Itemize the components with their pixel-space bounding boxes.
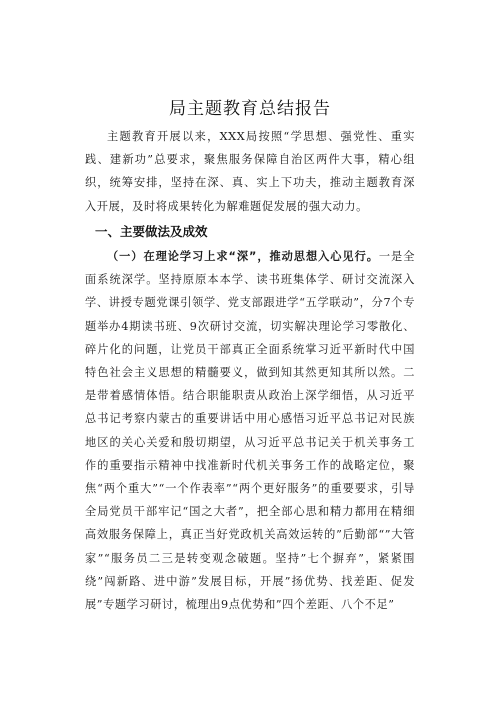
section-heading: 一、主要做法及成效 xyxy=(95,224,208,239)
paragraph-body: 一是全面系统深学。坚持原原本本学、读书班集体学、研讨交流深入学、讲授专题党课引领学、党支部跟进学“五学联动”，分7个专题举办4期读书班、9次研讨交流，切实解决理论学习零散化、碎片化的问题，让党员干部真正全面系统掌习近平新时代中国特色社会主义思想的精髓要义，做到知其然更知其所以然。二是带着感情体悟。结合职能职责从政治上深学细悟，从习近平总书记考察内蒙古的重要讲话中用心感悟习近平总书记对民族地区的关心关爱和殷切期望，从习近平总书记关于机关事务工作的重要指示精神中找准新时代机关事务工作的战略定位，聚焦“两个重大”“一个作表率”“两个更好服务”的重要要求，引导全局党员干部牢记“国之大者”，把全部心思和精力都用在精细高效服务保障上，真正当好党政机关高效运转的”后勤部“”大管家”“服务员二三是转变观念破题。坚持”七个摒弃”，紧紧围绕”闯新路、进中游”发展目标，开展”扬优势、找差距、促发展”专题学习研讨，梳理出9点优势和”四个差距、八个不足” xyxy=(85,250,415,612)
intro-paragraph: 主题教育开展以来，XXX局按照“学思想、强党性、重实践、建新功”总要求，聚焦服务保障自治区两件大事，精心组织，统筹安排，坚持在深、真、实上下功夫，推动主题教育深入开展，及时将成果转化为解难题促发展的强大动力。 xyxy=(85,130,415,213)
paragraph-lead: （一）在理论学习上求“深”，推动思想入心见行。 xyxy=(107,250,379,263)
document-title: 局主题教育总结报告 xyxy=(169,99,331,119)
section-paragraph xyxy=(85,245,415,616)
